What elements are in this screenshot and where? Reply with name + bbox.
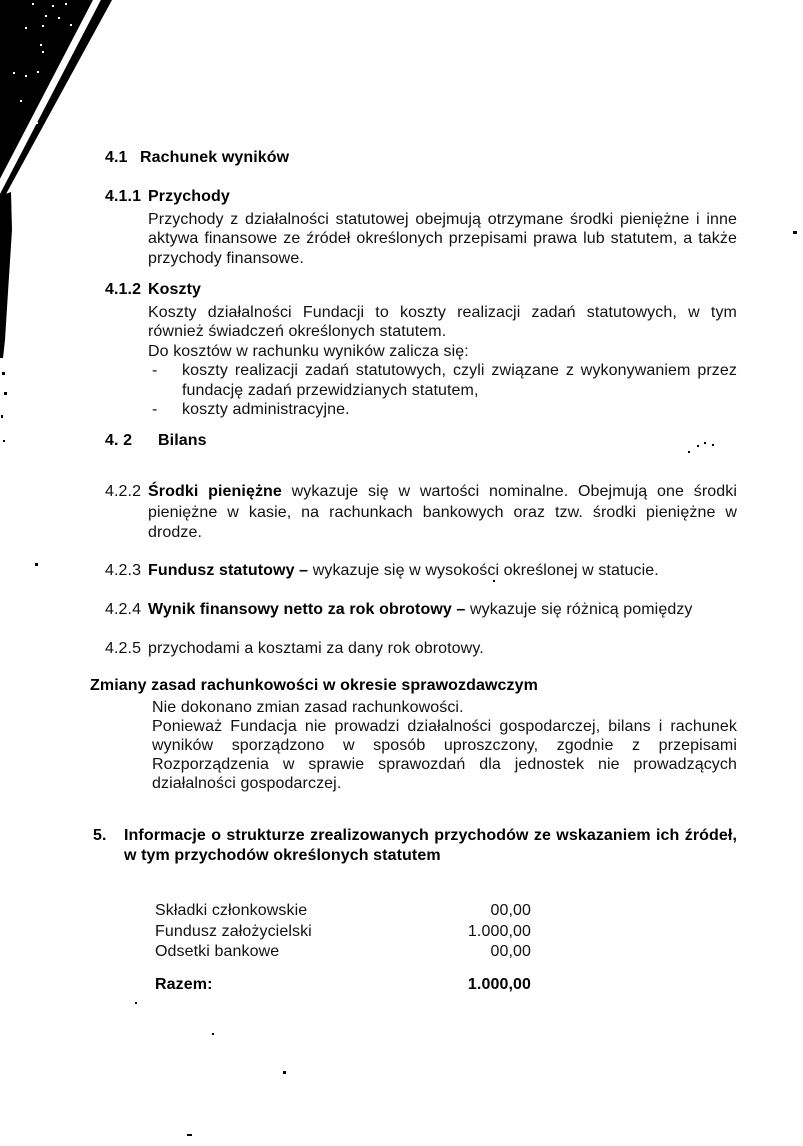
bullet-item [148,361,737,400]
revenue-table [155,901,531,963]
section-number: 4. 2 [105,432,133,449]
section-4-2-4 [105,600,755,620]
section-title: Bilans [158,432,207,449]
paragraph: Nie dokonano zmian zasad rachunkowości. [152,698,464,716]
paragraph: Przychody z działalności statutowej obejmują otrzymane środki pieniężne i inne aktywa finansowe ze źródeł określonych przepisami prawa lub statutem, a także przychody finansowe. [148,210,737,267]
total-row [155,975,531,996]
bullet-marker: - [152,362,158,379]
section-4-1 [105,148,737,168]
table-row [155,922,531,943]
lead-term: Fundusz statutowy – [148,562,309,579]
total-value: 1.000,00 [467,976,531,993]
paragraph: Ponieważ Fundacja nie prowadzi działalności gospodarczej, bilans i rachunek wyników sporządzono w sposób uproszczony, zgodnie z przepisami Rozporządzenia w sprawie sprawozdań dla jednostek nie prowadzących działalności gospodarczej. [152,718,737,792]
paragraph [148,561,737,581]
paragraph: Koszty działalności Fundacji to koszty realizacji zadań statutowych, w tym również świadczeń określonych statutem. [148,303,737,340]
section-4-1-1 [105,187,737,268]
section-title: Rachunek wyników [140,149,290,166]
section-4-2-3 [105,561,737,581]
paragraph [148,600,755,620]
table-row [155,901,531,922]
section-number: 4.1.2 [105,281,142,298]
lead-term: Środki pieniężne [148,483,282,500]
scan-speck [187,1134,192,1136]
revenue-total-row [155,975,531,996]
scan-speck [35,563,38,566]
section-4-2 [105,431,737,451]
scan-speck [688,451,690,453]
section-title: Zmiany zasad rachunkowości w okresie sprawozdawczym [90,677,538,694]
scan-speck [283,1071,286,1074]
row-label: Odsetki bankowe [155,943,280,960]
row-value: 00,00 [490,902,531,919]
section-title: Koszty [148,281,202,298]
bullet-text: koszty realizacji zadań statutowych, czyli związane z wykonywaniem przez fundację zadań przewidzianych statutem, [182,362,737,399]
section-number: 4.2.5 [105,640,142,657]
paragraph: przychodami a kosztami za dany rok obrotowy. [148,640,484,657]
bullet-text: koszty administracyjne. [182,401,350,418]
section-4-2-2 [105,482,737,544]
section-number: 5. [93,827,107,844]
lead-term: Wynik finansowy netto za rok obrotowy – [148,601,466,618]
paragraph: Do kosztów w rachunku wyników zalicza się: [148,342,469,360]
section-title: Przychody [148,188,230,205]
row-label: Fundusz założycielski [155,922,312,940]
row-value: 00,00 [490,943,531,960]
section-number: 4.1 [105,149,128,166]
accounting-changes-section [90,676,737,793]
section-number: 4.2.2 [105,483,142,500]
section-4-1-2 [105,280,737,420]
paragraph-text: wykazuje się różnicą pomiędzy [469,601,693,618]
section-title: Informacje o strukturze zrealizowanych przychodów ze wskazaniem ich źródeł, w tym przychodów określonych statutem [124,827,737,864]
section-number: 4.2.3 [105,562,142,579]
scan-speck [135,1002,137,1004]
total-label: Razem: [155,976,213,993]
section-5 [93,826,737,865]
paragraph [148,482,737,544]
section-number: 4.1.1 [105,188,142,205]
paragraph-text: wykazuje się w wysokości określonej w statucie. [312,562,659,579]
section-number: 4.2.4 [105,601,142,618]
bullet-marker: - [152,401,158,418]
row-value: 1.000,00 [467,922,531,940]
bullet-item [148,400,737,420]
scan-speck [793,231,797,234]
row-label: Składki członkowskie [155,902,308,919]
table-row [155,942,531,963]
scan-speck [212,1033,214,1035]
paragraph-text: wykazuje się w wartości nominalne. Obejmują one środki pieniężne w kasie, na rachunkach bankowych oraz tzw. środki pieniężne w drodze. [148,483,738,541]
section-4-2-5 [105,639,737,659]
